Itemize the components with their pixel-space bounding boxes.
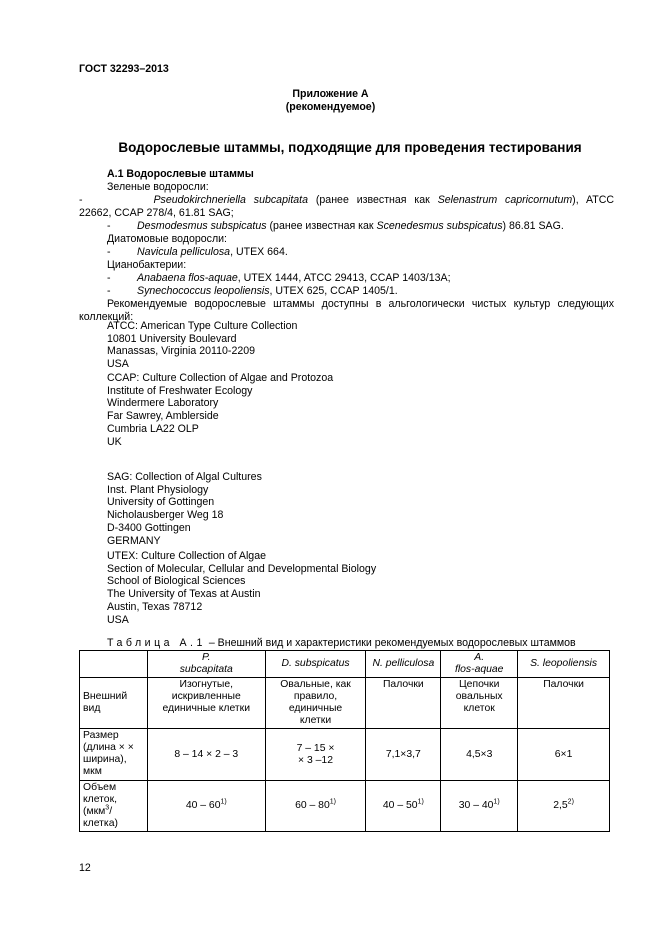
address-line: The University of Texas at Austin <box>107 588 261 601</box>
diatom-item-1: - Navicula pelliculosa, UTEX 664. <box>107 246 288 258</box>
table-cell: 40 – 60$^{1)}$ <box>147 781 265 832</box>
row-label-appearance: Внешний вид <box>80 678 148 729</box>
table-header-empty <box>80 651 148 678</box>
diatom-label: Диатомовые водоросли: <box>107 233 227 245</box>
doc-code: ГОСТ 32293–2013 <box>79 63 169 75</box>
address-line: Austin, Texas 78712 <box>107 600 203 613</box>
green-algae-item-1-cont: 22662, CCAP 278/4, 61.81 SAG; <box>79 207 234 219</box>
table-cell: Изогнутые, искривленные единичные клетки <box>147 678 265 729</box>
address-line: 10801 University Boulevard <box>107 332 237 345</box>
row-label-size: Размер (длина × × ширина), мкм <box>80 729 148 781</box>
table-cell: 8 – 14 × 2 – 3 <box>147 729 265 781</box>
address-line: USA <box>107 358 129 371</box>
annex-subtitle: (рекомендуемое) <box>285 101 376 113</box>
green-algae-item-2: - Desmodesmus subspicatus (ранее известная как Scenedesmus subspicatus) 86.81 SAG. <box>107 220 564 232</box>
table-header-d-subspicatus: D. subspicatus <box>265 651 366 678</box>
table-header-s-leopoliensis: S. leopoliensis <box>518 651 610 678</box>
strains-table <box>79 650 610 832</box>
address-line: USA <box>107 613 129 626</box>
address-line: SAG: Collection of Algal Cultures <box>107 471 262 483</box>
address-line: Inst. Plant Physiology <box>107 483 209 496</box>
cyano-label: Цианобактерии: <box>107 259 187 271</box>
address-line: D-3400 Gottingen <box>107 521 191 534</box>
address-line: UK <box>107 435 122 448</box>
table-header-n-pelliculosa: N. pelliculosa <box>366 651 441 678</box>
green-algae-item-1: - Pseudokirchneriella subcapitata (ранее известная как Selenastrum capricornutum), ATCC <box>79 194 614 206</box>
table-header-a-flos-aquae: A. flos-aquae <box>441 651 518 678</box>
cyano-item-2: - Synechococcus leopoliensis, UTEX 625, CCAP 1405/1. <box>107 285 398 297</box>
table-cell: 4,5×3 <box>441 729 518 781</box>
table-row <box>80 781 610 832</box>
address-line: GERMANY <box>107 534 161 547</box>
page-heading: Водорослевые штаммы, подходящие для проведения тестирования <box>118 140 582 155</box>
table-cell: 2,5$^{2)}$ <box>518 781 610 832</box>
table-cell: 7 – 15 × × 3 –12 <box>265 729 366 781</box>
annex-title: Приложение А <box>292 88 369 100</box>
address-line: Institute of Freshwater Ecology <box>107 384 253 397</box>
row-label-volume: Объем клеток, (мкм$^3$/ клетка) <box>80 781 148 832</box>
address-line: University of Gottingen <box>107 496 215 509</box>
cyano-item-1: - Anabaena flos-aquae, UTEX 1444, ATCC 29413, CCAP 1403/13A; <box>107 272 451 284</box>
table-cell: 7,1×3,7 <box>366 729 441 781</box>
recommend-text-cont: коллекций: <box>79 311 134 323</box>
address-line: UTEX: Culture Collection of Algae <box>107 550 266 562</box>
table-cell: 40 – 50$^{1)}$ <box>366 781 441 832</box>
table-row <box>80 678 610 729</box>
green-algae-label: Зеленые водоросли: <box>107 181 209 193</box>
table-cell: Палочки <box>518 678 610 729</box>
table-cell: Цепочки овальных клеток <box>441 678 518 729</box>
table-cell: 6×1 <box>518 729 610 781</box>
address-line: Cumbria LA22 OLP <box>107 422 199 435</box>
table-cell: 60 – 80$^{1)}$ <box>265 781 366 832</box>
table-cell: Палочки <box>366 678 441 729</box>
address-line: Section of Molecular, Cellular and Developmental Biology <box>107 562 377 575</box>
address-line: CCAP: Culture Collection of Algae and Protozoa <box>107 372 334 384</box>
table-row <box>80 729 610 781</box>
table-header-row <box>80 651 610 678</box>
table-cell: 30 – 40$^{1)}$ <box>441 781 518 832</box>
table-caption: Таблица А.1 – Внешний вид и характеристики рекомендуемых водорослевых штаммов <box>107 637 576 649</box>
address-line: Nicholausberger Weg 18 <box>107 509 224 522</box>
recommend-text: Рекомендуемые водорослевые штаммы доступны в альгологически чистых культур следующих <box>107 298 614 310</box>
table-header-p-subcapitata: P. subcapitata <box>147 651 265 678</box>
page-number: 12 <box>79 862 91 874</box>
address-line: Far Sawrey, Amblerside <box>107 410 219 423</box>
address-line: Manassas, Virginia 20110-2209 <box>107 345 256 358</box>
address-line: School of Biological Sciences <box>107 575 246 588</box>
address-line: ATCC: American Type Culture Collection <box>107 320 298 332</box>
section-title: А.1 Водорослевые штаммы <box>107 168 254 180</box>
table-cell: Овальные, как правило, единичные клетки <box>265 678 366 729</box>
address-line: Windermere Laboratory <box>107 397 219 410</box>
